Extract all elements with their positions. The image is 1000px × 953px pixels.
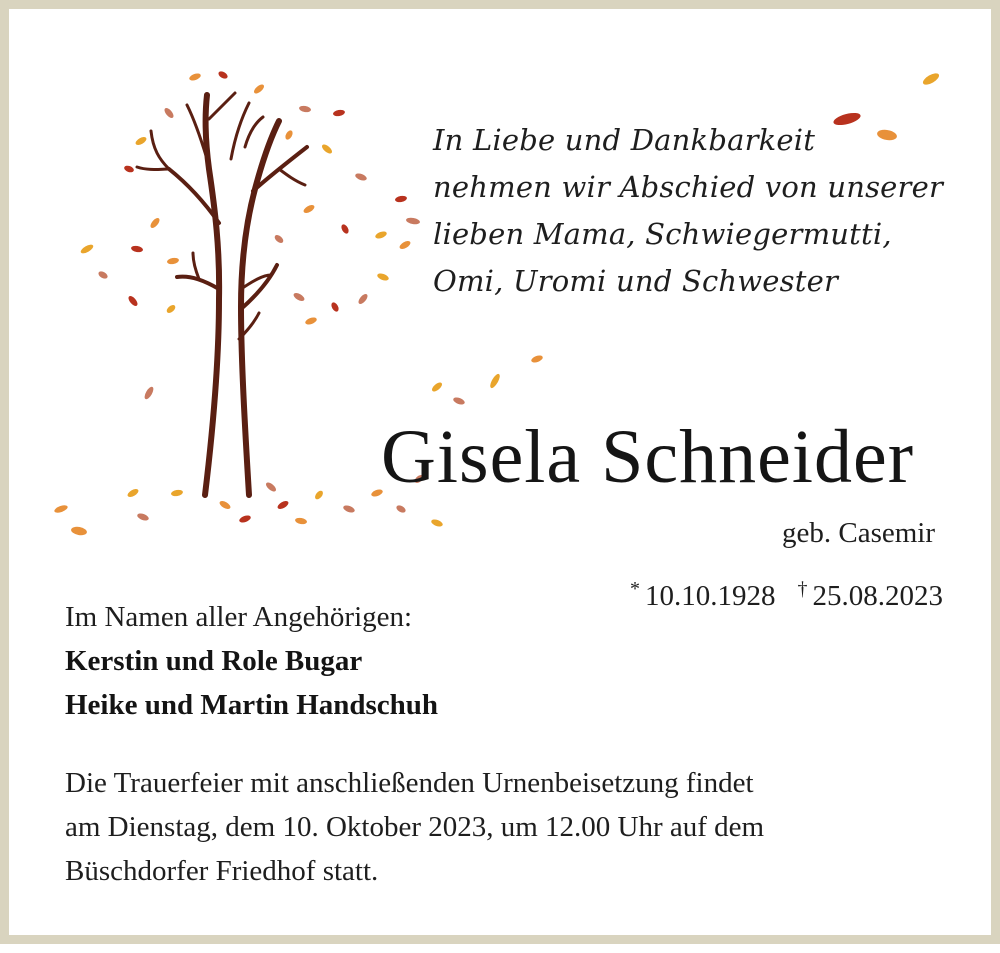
ceremony-line: Die Trauerfeier mit anschließenden Urnenbeisetzung findet — [65, 767, 754, 799]
maiden-name: geb. Casemir — [781, 517, 935, 549]
death-date: 25.08.2023 — [812, 580, 943, 612]
relatives-block — [65, 595, 438, 727]
ceremony-notice — [65, 761, 965, 893]
birth-date: 10.10.1928 — [645, 580, 776, 612]
intro-line: lieben Mama, Schwiegermutti, — [433, 217, 892, 251]
deceased-name: Gisela Schneider — [381, 415, 915, 499]
life-dates — [630, 569, 943, 616]
intro-line: nehmen wir Abschied von unserer — [433, 170, 944, 204]
relative-name: Heike und Martin Handschuh — [65, 689, 439, 721]
relative-name: Kerstin und Role Bugar — [65, 645, 363, 677]
intro-text — [433, 117, 953, 305]
relatives-intro: Im Namen aller Angehörigen: — [65, 601, 413, 633]
intro-line: In Liebe und Dankbarkeit — [433, 123, 816, 157]
birth-symbol: * — [630, 578, 640, 600]
ceremony-line: Büschdorfer Friedhof statt. — [65, 855, 379, 887]
intro-line: Omi, Uromi und Schwester — [433, 264, 839, 298]
death-symbol: † — [797, 578, 808, 600]
ceremony-line: am Dienstag, dem 10. Oktober 2023, um 12.00 Uhr auf dem — [65, 811, 765, 843]
